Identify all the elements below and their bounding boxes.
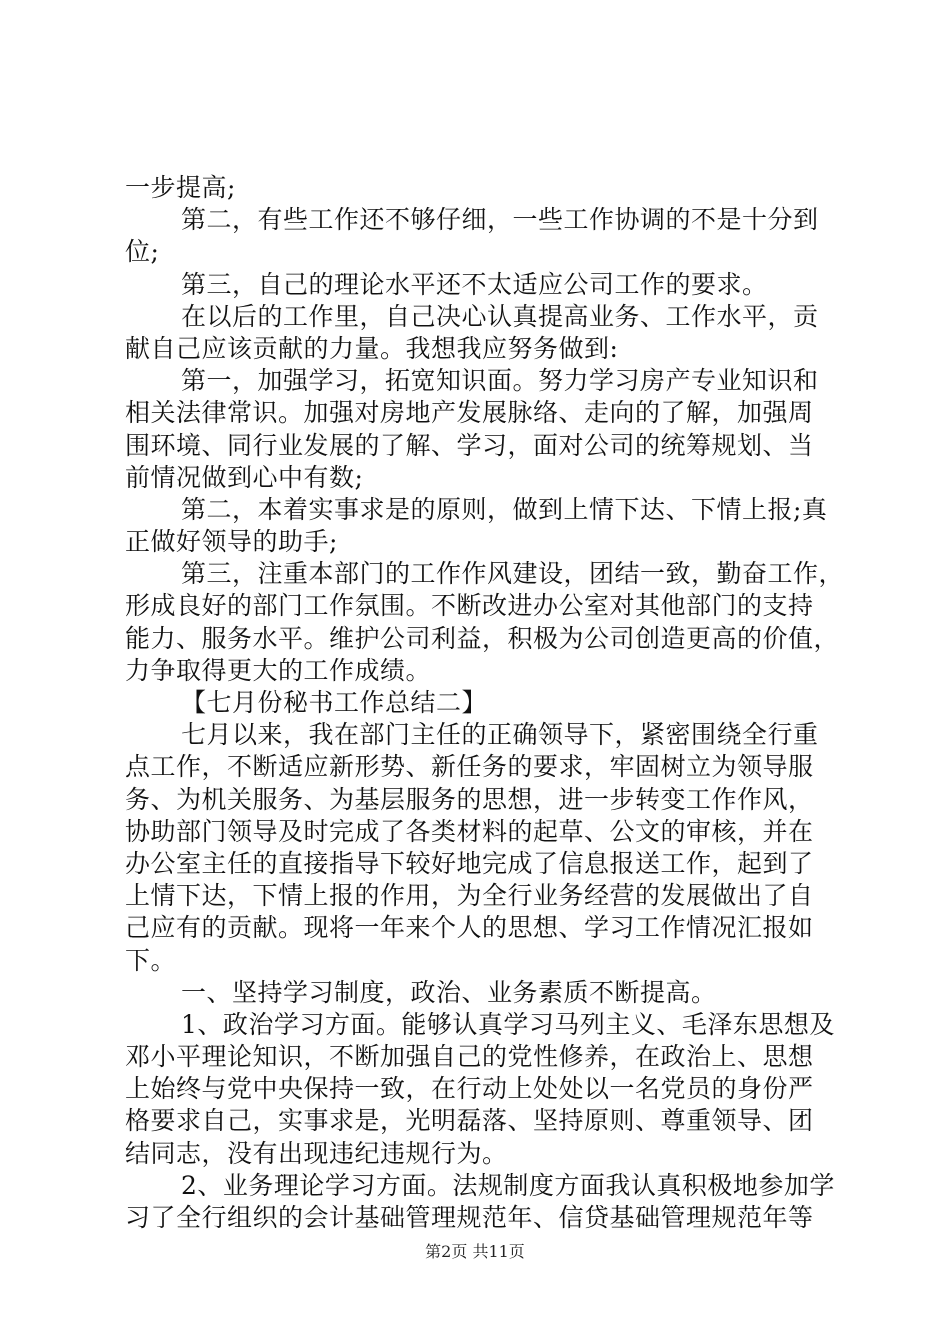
text-line: 第三，注重本部门的工作作风建设，团结一致，勤奋工作，	[181, 559, 845, 589]
page-footer	[0, 1242, 950, 1262]
text-line: 务、为机关服务、为基层服务的思想，进一步转变工作作风，	[125, 784, 814, 814]
text-line: 下。	[125, 945, 177, 975]
text-line: 力争取得更大的工作成绩。	[125, 655, 432, 685]
text-line: 格要求自己，实事求是，光明磊落、坚持原则、尊重领导、团	[125, 1106, 814, 1136]
text-line: 形成良好的部门工作氛围。不断改进办公室对其他部门的支持	[125, 591, 814, 621]
text-line: 己应有的贡献。现将一年来个人的思想、学习工作情况汇报如	[125, 913, 814, 943]
section-heading: 一、坚持学习制度，政治、业务素质不断提高。	[181, 977, 717, 1007]
page-number-label: 第2页 共11页	[425, 1242, 525, 1261]
text-line: 七月以来，我在部门主任的正确领导下，紧密围绕全行重	[181, 720, 819, 750]
text-line: 上情下达，下情上报的作用，为全行业务经营的发展做出了自	[125, 881, 814, 911]
text-line: 献自己应该贡献的力量。我想我应努务做到:	[125, 333, 619, 363]
text-line: 办公室主任的直接指导下较好地完成了信息报送工作，起到了	[125, 848, 814, 878]
text-line: 第一，加强学习，拓宽知识面。努力学习房产专业知识和	[181, 366, 819, 396]
text-line: 正做好领导的助手;	[125, 527, 338, 557]
text-line: 邓小平理论知识，不断加强自己的党性修养，在政治上、思想	[125, 1042, 814, 1072]
text-line: 习了全行组织的会计基础管理规范年、信贷基础管理规范年等	[125, 1203, 814, 1232]
text-line: 上始终与党中央保持一致，在行动上处处以一名党员的身份严	[125, 1074, 814, 1104]
text-line: 相关法律常识。加强对房地产发展脉络、走向的了解，加强周	[125, 398, 814, 428]
text-line: 在以后的工作里，自己决心认真提高业务、工作水平，贡	[181, 301, 819, 331]
text-line: 点工作，不断适应新形势、新任务的要求，牢固树立为领导服	[125, 752, 814, 782]
text-line: 位;	[125, 237, 160, 267]
text-line: 第二，本着实事求是的原则，做到上情下达、下情上报;真	[181, 494, 828, 524]
text-line: 1、政治学习方面。能够认真学习马列主义、毛泽东思想及	[181, 1009, 835, 1039]
text-line: 协助部门领导及时完成了各类材料的起草、公文的审核，并在	[125, 816, 814, 846]
text-line: 2、业务理论学习方面。法规制度方面我认真积极地参加学	[181, 1170, 835, 1200]
text-line: 能力、服务水平。维护公司利益，积极为公司创造更高的价值，	[125, 623, 840, 653]
text-line: 结同志，没有出现违纪违规行为。	[125, 1138, 508, 1168]
document-body	[125, 172, 845, 1234]
text-line: 前情况做到心中有数;	[125, 462, 364, 492]
text-line: 围环境、同行业发展的了解、学习，面对公司的统筹规划、当	[125, 430, 814, 460]
text-line: 第三，自己的理论水平还不太适应公司工作的要求。	[181, 269, 768, 299]
text-line: 第二，有些工作还不够仔细，一些工作协调的不是十分到	[181, 205, 819, 235]
text-line: 一步提高;	[125, 173, 236, 202]
section-heading: 【七月份秘书工作总结二】	[181, 688, 488, 717]
